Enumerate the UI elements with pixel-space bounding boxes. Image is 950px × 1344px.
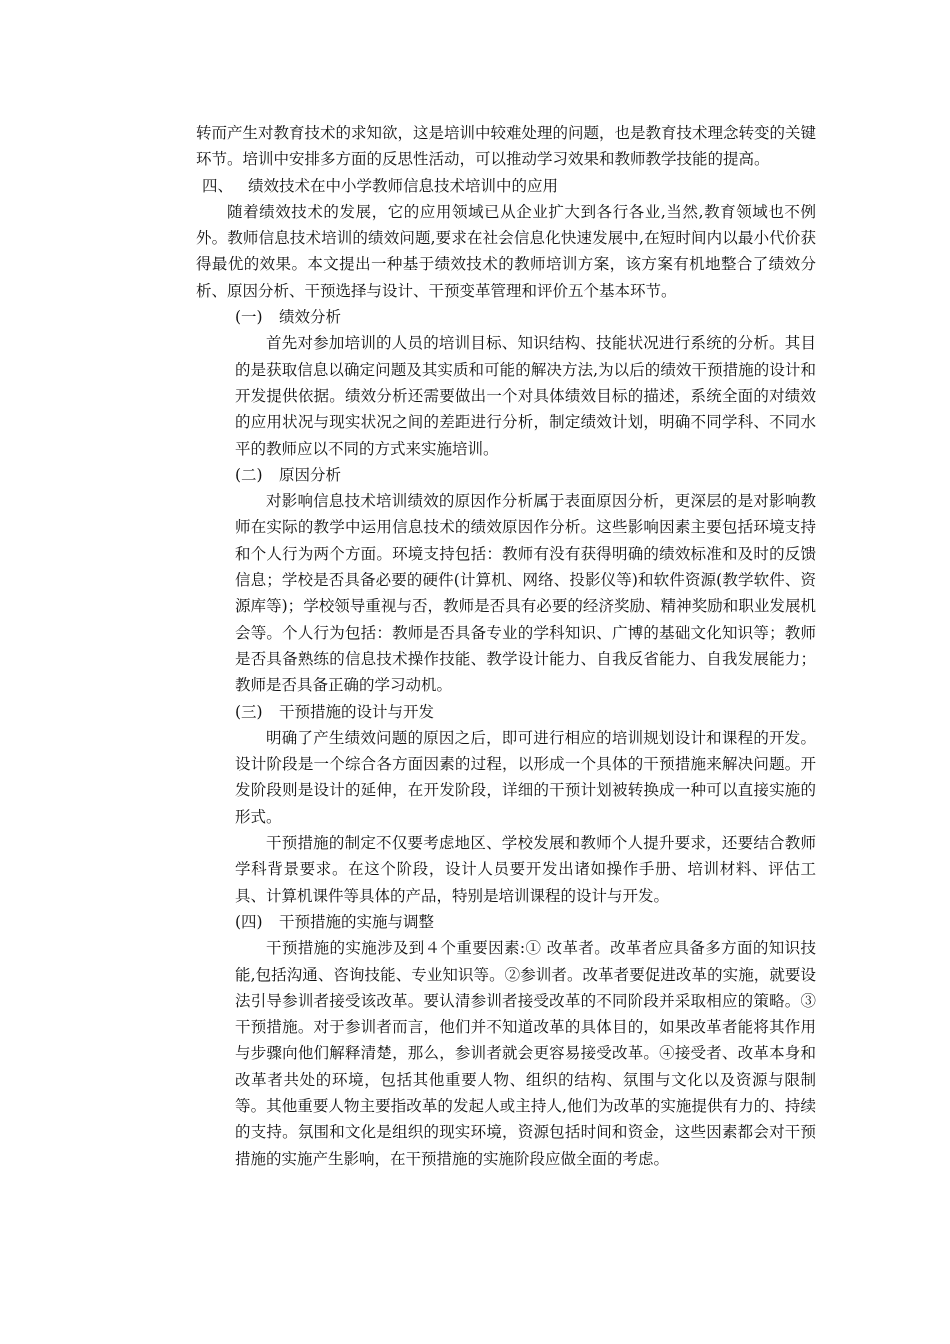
document-body — [196, 120, 816, 1172]
subsection-4-paragraph: 干预措施的实施涉及到４个重要因素:① 改革者。改革者应具备多方面的知识技能,包括沟通、咨询技能、专业知识等。②参训者。改革者要促进改革的实施，就要设法引导参训者接受该改革。要认清参训者接受改革的不同阶段并采取相应的策略。③干预措施。对于参训者而言，他们并不知道改革的具体目的，如果改革者能将其作用与步骤向他们解释清楚，那么，参训者就会更容易接受改革。④接受者、改革本身和改革者共处的环境，包括其他重要人物、组织的结构、氛围与文化以及资源与限制等。其他重要人物主要指改革的发起人或主持人,他们为改革的实施提供有力的、持续的支持。氛围和文化是组织的现实环境，资源包括时间和资金，这些因素都会对干预措施的实施产生影响，在干预措施的实施阶段应做全面的考虑。 — [235, 939, 816, 1168]
section-4-paragraph: 随着绩效技术的发展，它的应用领域已从企业扩大到各行各业,当然,教育领域也不例外。教师信息技术培训的绩效问题,要求在社会信息化快速发展中,在短时间内以最小代价获得最优的效果。本文提出一种基于绩效技术的教师培训方案，该方案有机地整合了绩效分析、原因分析、干预选择与设计、干预变革管理和评价五个基本环节。 — [196, 202, 816, 300]
subsection-2-title: 原因分析 — [279, 465, 342, 484]
subsection-2-paragraph: 对影响信息技术培训绩效的原因作分析属于表面原因分析，更深层的是对影响教师在实际的教学中运用信息技术的绩效原因作分析。这些影响因素主要包括环境支持和个人行为两个方面。环境支持包括：教师有没有获得明确的绩效标准和及时的反馈信息；学校是否具备必要的硬件(计算机、网络、投影仪等)和软件资源(教学软件、资源库等)；学校领导重视与否，教师是否具有必要的经济奖励、精神奖励和职业发展机会等。个人行为包括：教师是否具备专业的学科知识、广博的基础文化知识等；教师是否具备熟练的信息技术操作技能、教学设计能力、自我反省能力、自我发展能力；教师是否具备正确的学习动机。 — [235, 492, 816, 695]
subsection-1-title: 绩效分析 — [279, 308, 342, 327]
subsection-3-paragraph-2: 干预措施的制定不仅要考虑地区、学校发展和教师个人提升要求，还要结合教师学科背景要求。在这个阶段，设计人员要开发出诸如操作手册、培训材料、评估工具、计算机课件等具体的产品，特别是培训课程的设计与开发。 — [235, 834, 816, 905]
intro-paragraph: 转而产生对教育技术的求知欲，这是培训中较难处理的问题，也是教育技术理念转变的关键环节。培训中安排多方面的反思性活动，可以推动学习效果和教师教学技能的提高。 — [196, 124, 817, 169]
subsection-3-heading — [196, 699, 816, 725]
subsection-1-number: (一) — [235, 308, 263, 327]
subsection-4-title: 干预措施的实施与调整 — [279, 912, 435, 931]
subsection-4-number: (四) — [235, 912, 263, 931]
subsection-4-heading — [196, 909, 816, 935]
subsection-3-number: (三) — [235, 702, 263, 721]
subsection-3-title: 干预措施的设计与开发 — [279, 702, 435, 721]
subsection-2-number: (二) — [235, 465, 263, 484]
subsection-1-paragraph: 首先对参加培训的人员的培训目标、知识结构、技能状况进行系统的分析。其目的是获取信息以确定问题及其实质和可能的解决方法,为以后的绩效干预措施的设计和开发提供依据。绩效分析还需要做出一个对具体绩效目标的描述，系统全面的对绩效的应用状况与现实状况之间的差距进行分析，制定绩效计划，明确不同学科、不同水平的教师应以不同的方式来实施培训。 — [235, 334, 816, 458]
subsection-2-heading — [196, 462, 816, 488]
subsection-1-heading — [196, 304, 816, 330]
subsection-3-paragraph-1: 明确了产生绩效问题的原因之后，即可进行相应的培训规划设计和课程的开发。设计阶段是一个综合各方面因素的过程，以形成一个具体的干预措施来解决问题。开发阶段则是设计的延伸，在开发阶段，详细的干预计划被转换成一种可以直接实施的形式。 — [235, 728, 816, 826]
section-4-number: 四、 — [202, 176, 234, 195]
section-4-heading — [196, 173, 816, 199]
section-4-title: 绩效技术在中小学教师信息技术培训中的应用 — [248, 176, 559, 195]
